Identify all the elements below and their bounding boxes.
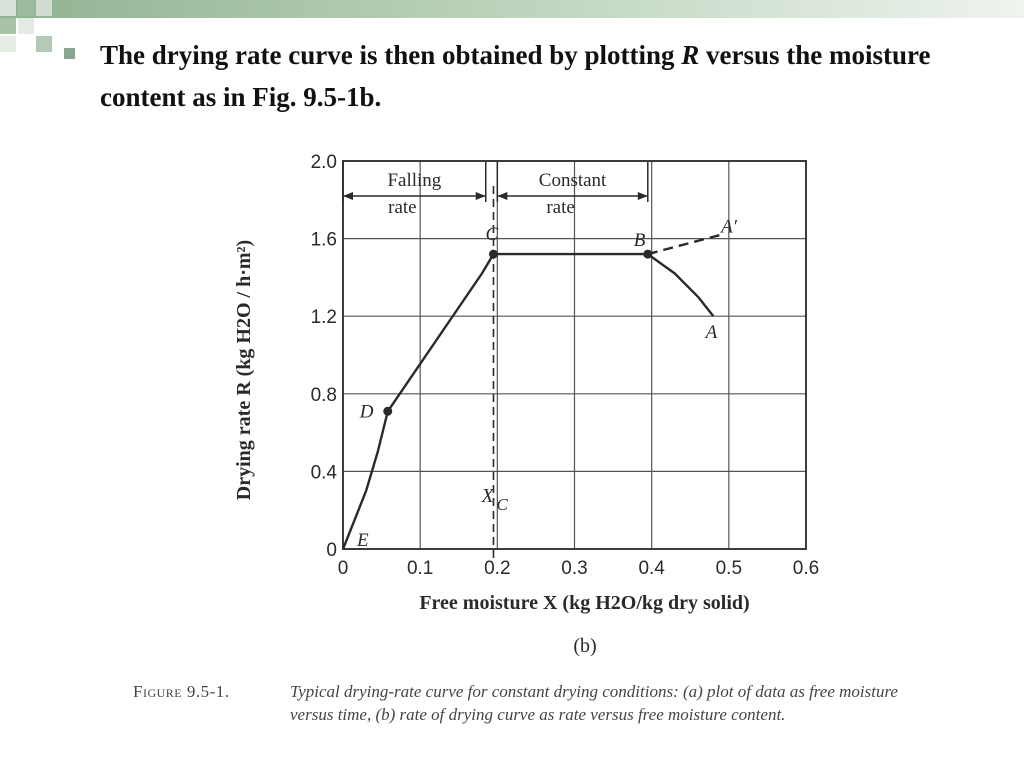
- extrapolation-line: [648, 235, 721, 254]
- x-tick-label: 0.2: [484, 558, 511, 579]
- critical-moisture-label: X: [481, 485, 494, 507]
- bullet-text-end: versus the moisture content as in Fig. 9.5-1b.: [100, 40, 931, 112]
- x-axis-label: Free moisture X (kg H2O/kg dry solid): [419, 592, 750, 614]
- point-label: B: [633, 230, 646, 252]
- y-axis-label: Drying rate R (kg H2O / h·m²): [233, 239, 255, 501]
- y-tick-label: 0.8: [310, 384, 337, 406]
- region-label-line1: Constant: [538, 170, 607, 191]
- region-arrowhead-left: [343, 192, 353, 200]
- data-point: [489, 250, 498, 259]
- y-tick-label: 1.6: [310, 229, 337, 251]
- critical-moisture-subscript: C: [496, 495, 508, 514]
- x-tick-label: 0.4: [638, 558, 665, 579]
- panel-label: (b): [573, 635, 597, 657]
- caption-label: Figure 9.5-1.: [133, 682, 230, 701]
- x-tick-label: 0.6: [792, 558, 820, 579]
- x-tick-label: 0.1: [406, 558, 434, 579]
- y-tick-label: 0.4: [310, 462, 337, 484]
- region-label-line2: rate: [388, 197, 417, 218]
- data-point: [383, 407, 392, 416]
- region-label-line1: Falling: [387, 170, 442, 191]
- point-label: A: [705, 322, 718, 344]
- bullet-text-start: The drying rate curve is then obtained by plotting: [100, 40, 675, 70]
- x-tick-label: 0.5: [715, 558, 743, 579]
- y-tick-label: 2.0: [310, 152, 337, 173]
- y-tick-label: 0: [326, 540, 337, 561]
- region-label-line2: rate: [546, 197, 575, 218]
- bullet-text-variable: R: [681, 40, 700, 70]
- point-label: C: [485, 224, 499, 246]
- point-label: D: [359, 401, 374, 423]
- caption-text: Typical drying-rate curve for constant drying conditions: (a) plot of data as free moisture versus time, (b) rate of drying curve as rate versus free moisture content.: [290, 682, 898, 724]
- x-tick-label: 0.3: [561, 558, 588, 579]
- drying-rate-curve: [343, 254, 713, 549]
- x-tick-label: 0: [337, 558, 349, 579]
- region-arrowhead-right: [476, 192, 486, 200]
- region-arrowhead-right: [638, 192, 648, 200]
- point-label: E: [357, 530, 369, 551]
- region-arrowhead-left: [497, 192, 507, 200]
- y-tick-label: 1.2: [310, 307, 337, 329]
- point-label: A′: [721, 216, 737, 238]
